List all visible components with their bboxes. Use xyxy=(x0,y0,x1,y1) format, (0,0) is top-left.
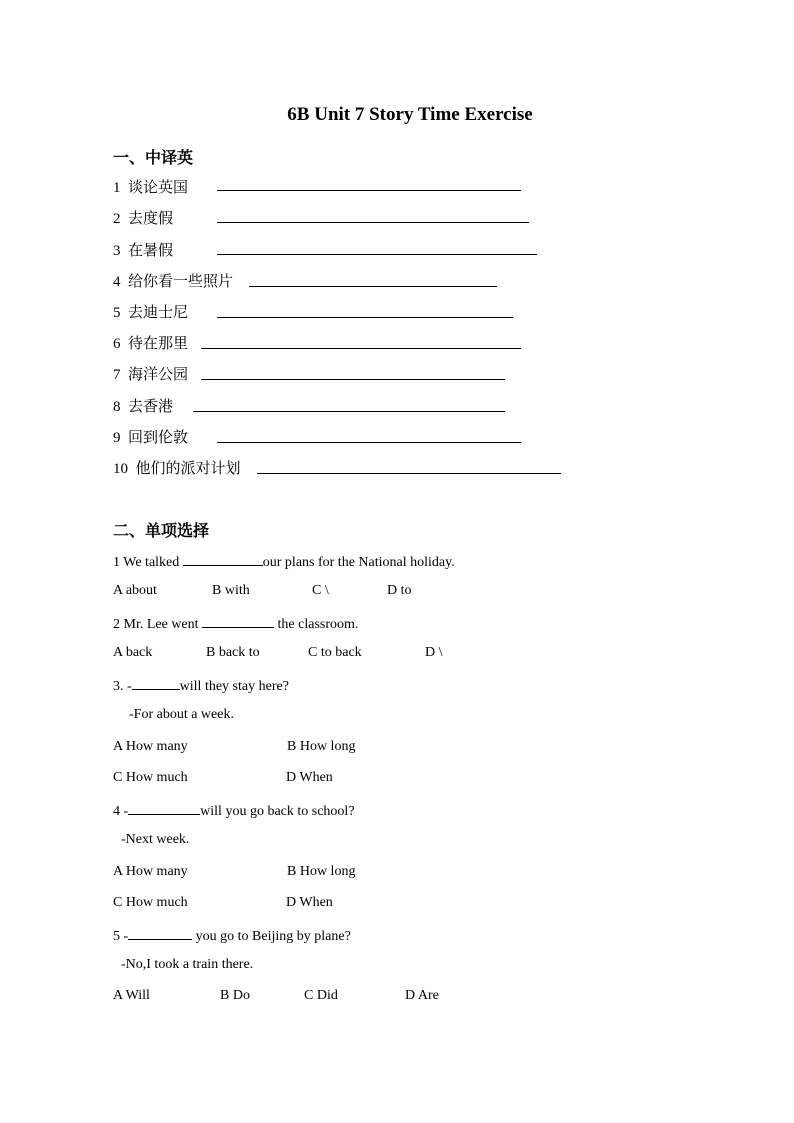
question-text: 2 Mr. Lee went xyxy=(113,617,203,632)
question-text: 4 - xyxy=(113,804,129,819)
option-a: A How many xyxy=(113,864,188,879)
option-d: D to xyxy=(387,583,412,598)
translation-item xyxy=(113,395,173,416)
section-heading-translation: 一、中译英 xyxy=(113,150,194,167)
item-number: 1 xyxy=(113,180,121,196)
answer-blank[interactable] xyxy=(217,303,513,318)
question-4 xyxy=(113,801,355,820)
question-2 xyxy=(113,614,358,633)
option-d: D When xyxy=(286,895,333,910)
answer-blank[interactable] xyxy=(217,176,521,191)
answer-blank[interactable] xyxy=(249,272,497,287)
answer-blank[interactable] xyxy=(201,334,521,349)
question-text: will you go back to school? xyxy=(200,804,355,819)
section-heading-multiple-choice: 二、单项选择 xyxy=(113,523,210,540)
item-number: 2 xyxy=(113,211,121,227)
translation-item xyxy=(113,176,188,197)
item-text: 海洋公园 xyxy=(128,367,189,383)
item-number: 6 xyxy=(113,336,121,352)
option-b: B Do xyxy=(220,988,250,1003)
option-d: D Are xyxy=(405,988,439,1003)
question-text: 5 - xyxy=(113,929,129,944)
option-c: C How much xyxy=(113,770,188,785)
item-number: 10 xyxy=(113,461,128,477)
translation-item xyxy=(113,270,233,291)
answer-blank[interactable] xyxy=(128,926,192,940)
question-text: our plans for the National holiday. xyxy=(262,555,455,570)
item-text: 他们的派对计划 xyxy=(135,461,241,477)
option-c: C How much xyxy=(113,895,188,910)
option-a: A about xyxy=(113,583,157,598)
option-a: A Will xyxy=(113,988,150,1003)
item-text: 回到伦敦 xyxy=(128,430,189,446)
item-number: 4 xyxy=(113,274,121,290)
question-text: the classroom. xyxy=(274,617,359,632)
question-text: 1 We talked xyxy=(113,555,183,570)
option-a: A back xyxy=(113,645,153,660)
answer-blank[interactable] xyxy=(257,459,561,474)
question-3 xyxy=(113,676,289,695)
question-text: you go to Beijing by plane? xyxy=(192,929,351,944)
item-text: 去迪士尼 xyxy=(128,305,189,321)
answer-line: -For about a week. xyxy=(129,707,234,722)
option-d: D \ xyxy=(425,645,443,660)
answer-line: -Next week. xyxy=(121,832,190,847)
question-text: 3. - xyxy=(113,679,132,694)
item-number: 3 xyxy=(113,243,121,259)
option-a: A How many xyxy=(113,739,188,754)
question-text: will they stay here? xyxy=(179,679,289,694)
item-number: 5 xyxy=(113,305,121,321)
option-c: C Did xyxy=(304,988,338,1003)
option-d: D When xyxy=(286,770,333,785)
answer-blank[interactable] xyxy=(128,801,200,815)
translation-item xyxy=(113,332,188,353)
question-1 xyxy=(113,552,455,571)
answer-blank[interactable] xyxy=(217,428,521,443)
option-c: C \ xyxy=(312,583,329,598)
answer-blank[interactable] xyxy=(217,208,529,223)
translation-item xyxy=(113,426,188,447)
translation-item xyxy=(113,301,188,322)
item-number: 7 xyxy=(113,367,121,383)
answer-blank[interactable] xyxy=(183,552,263,566)
item-text: 去香港 xyxy=(128,399,174,415)
page-title: 6B Unit 7 Story Time Exercise xyxy=(287,104,533,125)
item-text: 去度假 xyxy=(128,211,174,227)
answer-blank[interactable] xyxy=(202,614,274,628)
translation-item xyxy=(113,207,173,228)
translation-item xyxy=(113,363,188,384)
translation-item xyxy=(113,239,173,260)
question-5 xyxy=(113,926,351,945)
option-b: B back to xyxy=(206,645,260,660)
answer-blank[interactable] xyxy=(201,365,505,380)
option-b: B How long xyxy=(287,864,356,879)
option-b: B How long xyxy=(287,739,356,754)
item-number: 9 xyxy=(113,430,121,446)
option-c: C to back xyxy=(308,645,362,660)
answer-blank[interactable] xyxy=(217,240,537,255)
answer-blank[interactable] xyxy=(132,676,180,690)
option-b: B with xyxy=(212,583,250,598)
item-text: 谈论英国 xyxy=(128,180,189,196)
translation-item xyxy=(113,457,241,478)
item-number: 8 xyxy=(113,399,121,415)
item-text: 给你看一些照片 xyxy=(128,274,234,290)
answer-blank[interactable] xyxy=(193,397,505,412)
item-text: 待在那里 xyxy=(128,336,189,352)
answer-line: -No,I took a train there. xyxy=(121,957,254,972)
item-text: 在暑假 xyxy=(128,243,174,259)
